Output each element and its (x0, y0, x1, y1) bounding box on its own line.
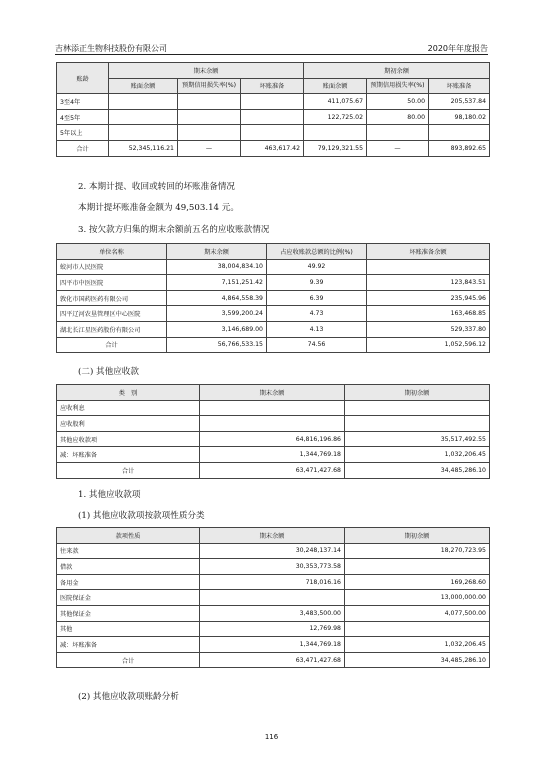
cell (367, 125, 429, 141)
cell: 718,016.16 (200, 574, 345, 590)
col-reserve: 坏账准备余额 (367, 244, 490, 260)
table-row (57, 259, 490, 275)
cell: 30,353,773.58 (200, 559, 345, 575)
cell: 169,268.60 (345, 574, 490, 590)
cell: 四平辽河农垦管理区中心医院 (57, 306, 167, 322)
table-row (57, 447, 490, 463)
cell: 4.13 (267, 321, 367, 337)
cell (200, 590, 345, 606)
col-end: 期末余额 (200, 385, 345, 401)
col-end: 期末余额 (167, 244, 267, 260)
cell: 18,270,723.95 (345, 543, 490, 559)
table-row (57, 321, 490, 337)
age-label: 3至4年 (57, 94, 109, 110)
table-row (57, 94, 490, 110)
total-label: 合计 (57, 462, 200, 478)
cell: 4,077,500.00 (345, 605, 490, 621)
cell (178, 125, 241, 141)
age-label: 4至5年 (57, 109, 109, 125)
total-row (57, 337, 490, 353)
cell: 4.73 (267, 306, 367, 322)
total-label: 合计 (57, 652, 200, 668)
col-nature: 款项性质 (57, 528, 200, 544)
nature-table (56, 527, 490, 668)
cell: 减：坏账准备 (57, 447, 200, 463)
table-row (57, 290, 490, 306)
table-row (57, 125, 490, 141)
total-label: 合计 (57, 337, 167, 353)
cell: 411,075.67 (304, 94, 367, 110)
cell: 30,248,137.14 (200, 543, 345, 559)
page-header (55, 40, 488, 54)
sub-book: 账面余额 (109, 78, 178, 94)
cell: 医院保证金 (57, 590, 200, 606)
cell: 应收股利 (57, 416, 200, 432)
cell: 其他 (57, 621, 200, 637)
cell: 借款 (57, 559, 200, 575)
report-title: 2020年年度报告 (427, 44, 488, 53)
cell (345, 400, 490, 416)
col-unit: 单位名称 (57, 244, 167, 260)
cell (241, 125, 304, 141)
table-row (57, 621, 490, 637)
total-row (57, 462, 490, 478)
cell: 3,599,200.24 (167, 306, 267, 322)
group-end: 期末余额 (109, 63, 304, 79)
table-row (57, 416, 490, 432)
cell: 1,344,769.18 (200, 637, 345, 653)
total-label: 合计 (57, 140, 109, 156)
cell: 63,471,427.68 (200, 462, 345, 478)
cell: 63,471,427.68 (200, 652, 345, 668)
cell (241, 94, 304, 110)
sub-reserve: 坏账准备 (241, 78, 304, 94)
cell: 其他应收款项 (57, 431, 200, 447)
cell: 74.56 (267, 337, 367, 353)
cell: 蛟河市人民医院 (57, 259, 167, 275)
cell (109, 94, 178, 110)
cell: 56,766,533.15 (167, 337, 267, 353)
sub-reserve: 坏账准备 (429, 78, 490, 94)
table-row (57, 574, 490, 590)
cell: 123,843.51 (367, 275, 490, 291)
cell: 38,004,834.10 (167, 259, 267, 275)
cell: 3,483,500.00 (200, 605, 345, 621)
col-ratio: 占应收账款总额的比例(%) (267, 244, 367, 260)
section-o1-title: 1. 其他应收款项 (78, 490, 141, 500)
table-row (57, 275, 490, 291)
cell: 13,000,000.00 (345, 590, 490, 606)
cell: 1,344,769.18 (200, 447, 345, 463)
cell (367, 259, 490, 275)
cell: 35,517,492.55 (345, 431, 490, 447)
cell: 4,864,558.39 (167, 290, 267, 306)
cell (178, 94, 241, 110)
cell: 湖北长江星医药股份有限公司 (57, 321, 167, 337)
total-row (57, 652, 490, 668)
cell (304, 125, 367, 141)
cell: 64,816,196.86 (200, 431, 345, 447)
top5-table (56, 243, 490, 353)
sub-rate: 预期信用损失率(%) (178, 78, 241, 94)
cell (109, 125, 178, 141)
table-row (57, 605, 490, 621)
col-category: 类 别 (57, 385, 200, 401)
table-row (57, 637, 490, 653)
cell: 3,146,689.00 (167, 321, 267, 337)
cell: 50.00 (367, 94, 429, 110)
cell: 9.39 (267, 275, 367, 291)
cell: 其他保证金 (57, 605, 200, 621)
aging-table (56, 62, 490, 157)
cell: 应收利息 (57, 400, 200, 416)
cell: 1,032,206.45 (345, 637, 490, 653)
section-2-text: 本期计提坏账准备金额为 49,503.14 元。 (78, 203, 239, 213)
table-row (57, 109, 490, 125)
cell: 893,892.65 (429, 140, 490, 156)
cell: 34,485,286.10 (345, 462, 490, 478)
cell: — (178, 140, 241, 156)
table-row (57, 559, 490, 575)
cell (241, 109, 304, 125)
sub-rate: 预期信用损失率(%) (367, 78, 429, 94)
cell: 34,485,286.10 (345, 652, 490, 668)
cell: 四平市中医医院 (57, 275, 167, 291)
cell: 49.92 (267, 259, 367, 275)
col-end: 期末余额 (200, 528, 345, 544)
cell: 1,032,206.45 (345, 447, 490, 463)
section-o1-sub: (1) 其他应收款项按款项性质分类 (78, 511, 205, 521)
cell (200, 400, 345, 416)
cell: 12,769.98 (200, 621, 345, 637)
cell (345, 416, 490, 432)
section-o2-title: (2) 其他应收款项账龄分析 (78, 692, 179, 702)
cell: 163,468.85 (367, 306, 490, 322)
group-begin: 期初余额 (304, 63, 490, 79)
header-rule (55, 54, 488, 55)
cell (178, 109, 241, 125)
page-number: 116 (264, 733, 279, 741)
cell: 备用金 (57, 574, 200, 590)
age-label: 5年以上 (57, 125, 109, 141)
cell: 减：坏账准备 (57, 637, 200, 653)
cell (345, 621, 490, 637)
section-other-title: (二) 其他应收款 (78, 367, 139, 377)
cell: 52,345,116.21 (109, 140, 178, 156)
cell (429, 125, 490, 141)
table-row (57, 400, 490, 416)
col-begin: 期初余额 (345, 528, 490, 544)
col-age: 账龄 (57, 63, 109, 94)
cell: 529,337.80 (367, 321, 490, 337)
cell: 往来款 (57, 543, 200, 559)
cell: 79,129,321.55 (304, 140, 367, 156)
cell: — (367, 140, 429, 156)
col-begin: 期初余额 (345, 385, 490, 401)
section-2-title: 2. 本期计提、收回或转回的坏账准备情况 (78, 182, 236, 192)
other-receivables-table (56, 384, 490, 479)
section-3-title: 3. 按欠款方归集的期末余额前五名的应收账款情况 (78, 225, 270, 235)
table-row (57, 590, 490, 606)
cell: 1,052,596.12 (367, 337, 490, 353)
cell: 98,180.02 (429, 109, 490, 125)
cell: 80.00 (367, 109, 429, 125)
cell (345, 559, 490, 575)
table-row (57, 431, 490, 447)
cell: 463,617.42 (241, 140, 304, 156)
total-row (57, 140, 490, 156)
company-name: 吉林添正生物科技股份有限公司 (55, 44, 167, 53)
table-row (57, 543, 490, 559)
cell (109, 109, 178, 125)
table-row (57, 306, 490, 322)
cell: 205,537.84 (429, 94, 490, 110)
cell (200, 416, 345, 432)
cell: 6.39 (267, 290, 367, 306)
cell: 122,725.02 (304, 109, 367, 125)
cell: 235,945.96 (367, 290, 490, 306)
cell: 7,151,251.42 (167, 275, 267, 291)
sub-book: 账面余额 (304, 78, 367, 94)
cell: 敦化市国药医药有限公司 (57, 290, 167, 306)
